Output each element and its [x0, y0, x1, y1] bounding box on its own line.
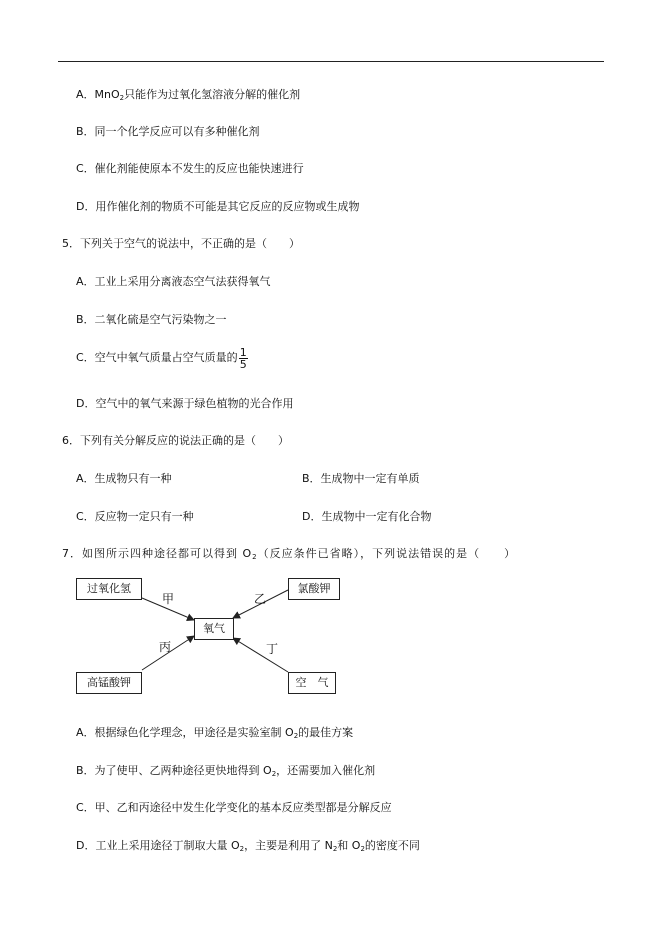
- label-yi: 乙: [254, 592, 267, 606]
- label-ding: 丁: [266, 642, 279, 656]
- label-bing: 丙: [159, 640, 172, 654]
- q4-option-b: B．同一个化学反应可以有多种催化剂: [76, 125, 260, 138]
- q5-option-c: C．空气中氧气质量占空气质量的 $\frac{1}{5}$: [76, 345, 247, 371]
- q4-option-c: C．催化剂能使原本不发生的反应也能快速进行: [76, 162, 304, 175]
- q6-stem: 6．下列有关分解反应的说法正确的是（ ）: [62, 434, 289, 447]
- q7-option-b: B．为了使甲、乙两种途径更快地得到 $O_2$，还需要加入催化剂: [76, 764, 376, 778]
- oxygen-pathways-diagram: [70, 570, 350, 700]
- q4-option-d: D．用作催化剂的物质不可能是其它反应的反应物或生成物: [76, 200, 360, 213]
- box-potassium-permanganate: 高锰酸钾: [76, 672, 142, 694]
- header-rule: [58, 61, 604, 62]
- label-jia: 甲: [162, 592, 175, 606]
- q6-option-a: A．生成物只有一种: [76, 472, 172, 485]
- q5-option-a: A．工业上采用分离液态空气法获得氧气: [76, 275, 271, 288]
- q7-option-c: C．甲、乙和丙途径中发生化学变化的基本反应类型都是分解反应: [76, 801, 392, 814]
- q6-option-d: D．生成物中一定有化合物: [302, 510, 432, 523]
- box-hydrogen-peroxide: 过氧化氢: [76, 578, 142, 600]
- q6-option-c: C．反应物一定只有一种: [76, 510, 194, 523]
- q5-stem: 5．下列关于空气的说法中，不正确的是（ ）: [62, 237, 300, 250]
- q7-stem: 7．如图所示四种途径都可以得到 $O_2$（反应条件已省略），下列说法错误的是（ ）: [62, 547, 517, 561]
- q5-option-b: B．二氧化硫是空气污染物之一: [76, 313, 227, 326]
- q7-option-d: D．工业上采用途径丁制取大量 $O_2$，主要是利用了 $N_2$和 $O_2$的密度不同: [76, 839, 420, 853]
- q4-option-a: A．MnO$_2$只能作为过氧化氢溶液分解的催化剂: [76, 88, 301, 102]
- q6-option-b: B．生成物中一定有单质: [302, 472, 420, 485]
- q7-option-a: A．根据绿色化学理念，甲途径是实验室制 $O_2$的最佳方案: [76, 726, 354, 740]
- box-oxygen: 氧气: [194, 618, 234, 640]
- box-air: 空 气: [288, 672, 336, 694]
- arrow-ding: [233, 638, 288, 672]
- q5-option-d: D．空气中的氧气来源于绿色植物的光合作用: [76, 397, 294, 410]
- box-potassium-chlorate: 氯酸钾: [288, 578, 340, 600]
- fraction-one-fifth: $\frac{1}{5}$: [239, 345, 247, 371]
